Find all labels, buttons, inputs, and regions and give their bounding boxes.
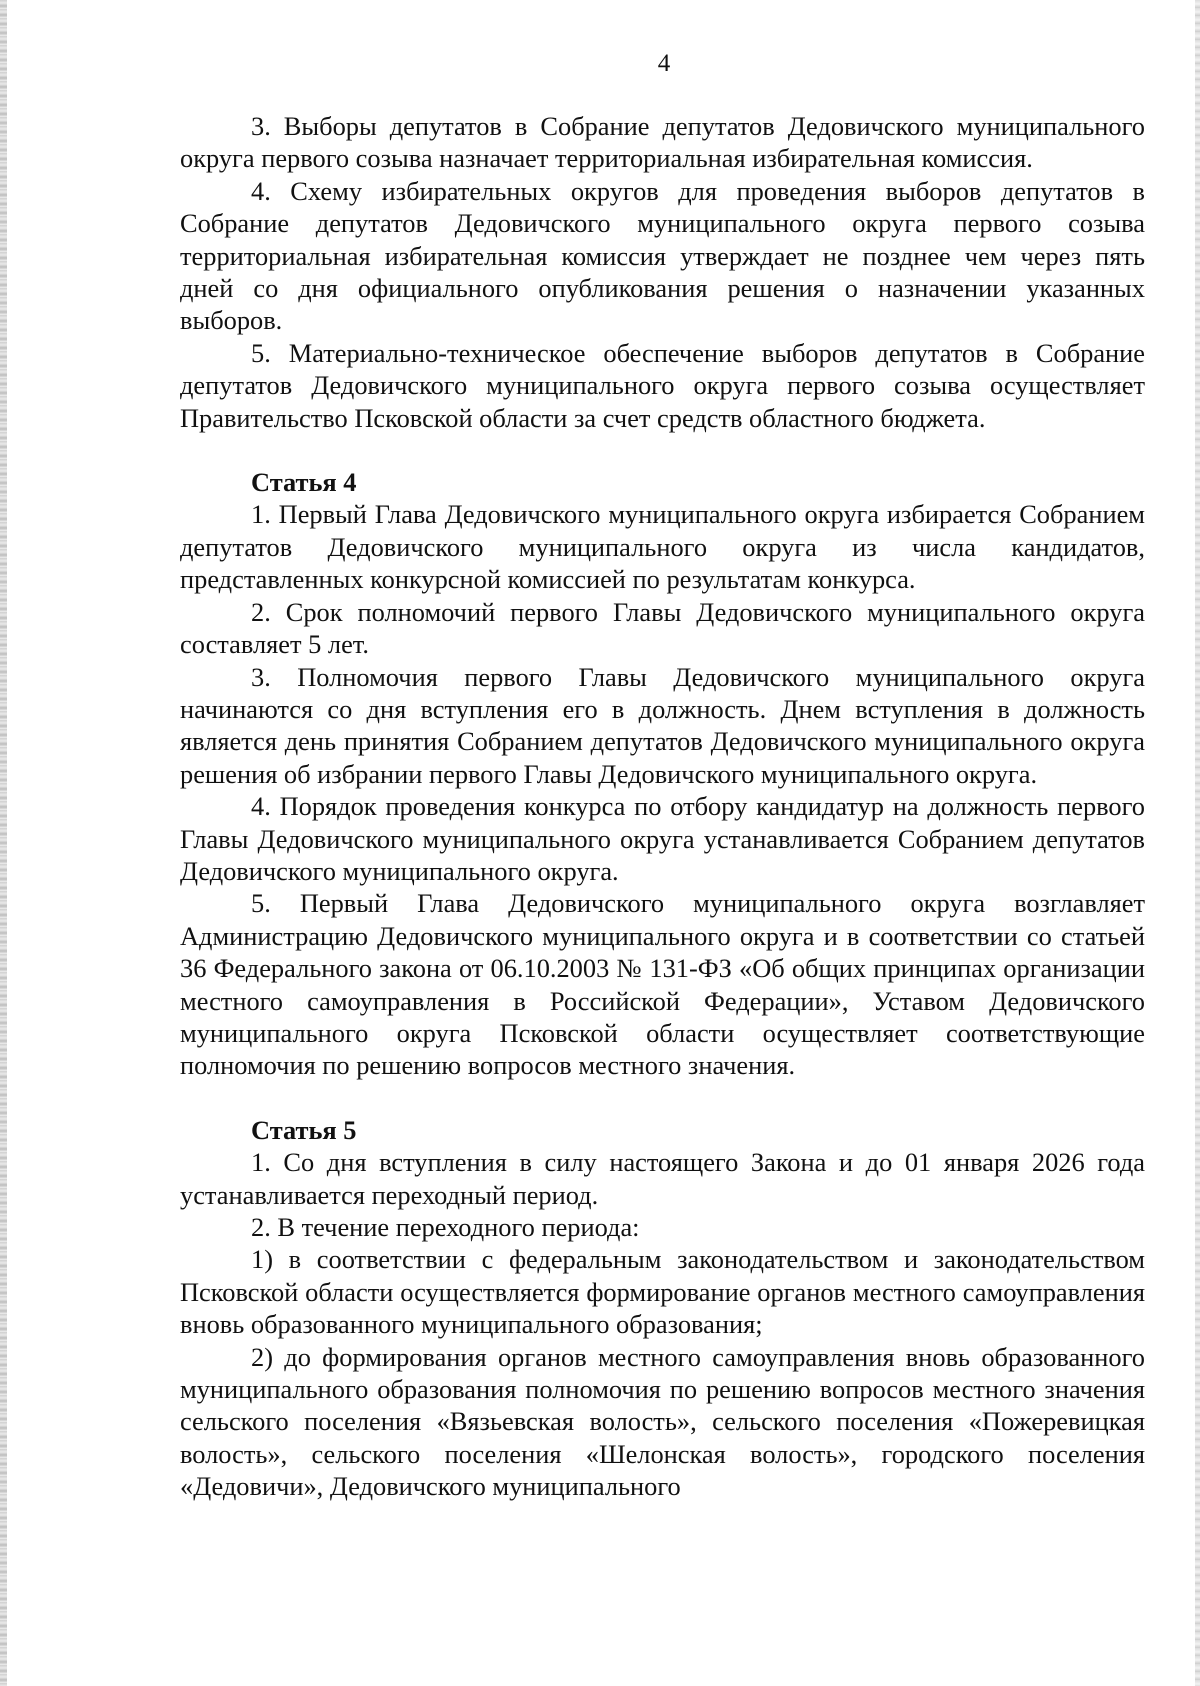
scan-edge-right: [1195, 0, 1200, 1686]
article5-subitem-2: 2) до формирования органов местного самоуправления вновь образованного муниципального образования полномочия по решению вопросов местного значения сельского поселения «Вязьевская волость», сельского поселения «Пожеревицкая волость», сельского поселения «Шелонская волость», городского поселения «Дедовичи», Дедовичского муниципального: [180, 1341, 1145, 1502]
article3-paragraph-3: 3. Выборы депутатов в Собрание депутатов Дедовичского муниципального округа первого созыва назначает территориальная избирательная комиссия.: [180, 111, 1145, 174]
article4-heading: Статья 4: [251, 467, 357, 498]
article4-paragraph-2: 2. Срок полномочий первого Главы Дедовичского муниципального округа составляет 5 лет.: [180, 596, 1145, 660]
scan-edge-left: [0, 0, 7, 1686]
article4-paragraph-1: 1. Первый Глава Дедовичского муниципального округа избирается Собранием депутатов Дедовичского муниципального округа из числа кандидатов, представленных конкурсной комиссией по результатам конкурса.: [180, 499, 1145, 595]
article5-paragraph-2: 2. В течение переходного периода:: [251, 1212, 640, 1242]
article3-paragraph-5: 5. Материально-техническое обеспечение выборов депутатов в Собрание депутатов Дедовичского муниципального округа первого созыва осуществляет Правительство Псковской области за счет средств областного бюджета.: [180, 337, 1145, 433]
article5-heading: Статья 5: [251, 1114, 357, 1145]
article4-paragraph-3: 3. Полномочия первого Главы Дедовичского муниципального округа начинаются со дня вступления его в должность. Днем вступления в должность является день принятия Собранием депутатов Дедовичского муниципального округа решения об избрании первого Главы Дедовичского муниципального округа.: [180, 661, 1145, 789]
section-gap: [180, 434, 1145, 466]
article3-paragraph-4: 4. Схему избирательных округов для проведения выборов депутатов в Собрание депутатов Дедовичского муниципального округа первого созыва территориальная избирательная комиссия утверждает не позднее чем через пять дней со дня официального опубликования решения о назначении указанных выборов.: [180, 175, 1145, 336]
page-number: 4: [657, 50, 671, 77]
article5-subitem-1: 1) в соответствии с федеральным законодательством и законодательством Псковской области осуществляется формирование органов местного самоуправления вновь образованного муниципального образования;: [180, 1244, 1145, 1340]
document-body: [180, 110, 1145, 1503]
article5-paragraph-1: 1. Со дня вступления в силу настоящего Закона и до 01 января 2026 года устанавливается переходный период.: [180, 1147, 1145, 1210]
article4-paragraph-4: 4. Порядок проведения конкурса по отбору кандидатур на должность первого Главы Дедовичского муниципального округа устанавливается Собранием депутатов Дедовичского муниципального округа.: [180, 791, 1145, 886]
section-gap: [180, 1082, 1145, 1114]
article4-paragraph-5: 5. Первый Глава Дедовичского муниципального округа возглавляет Администрацию Дедовичского муниципального округа и в соответствии со статьей 36 Федерального закона от 06.10.2003 № 131-ФЗ «Об общих принципах организации местного самоуправления в Российской Федерации», Уставом Дедовичского муниципального округа Псковской области осуществляет соответствующие полномочия по решению вопросов местного значения.: [180, 888, 1145, 1081]
